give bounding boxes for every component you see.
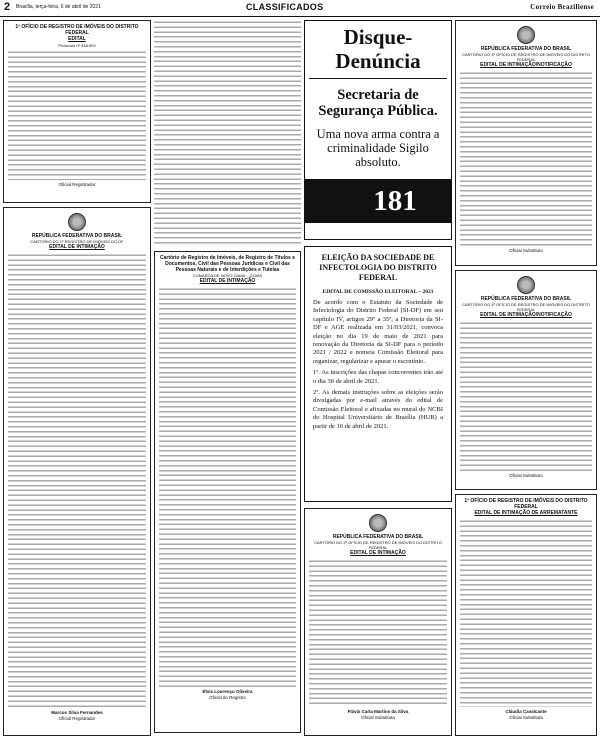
notice-body	[8, 253, 146, 708]
notice-signature: Flávia Carla Martins da Silva Oficial Substituta	[347, 709, 409, 720]
notice-subtitle: CARTÓRIO DO 4º OFÍCIO DE REGISTRO DE IMÓVEIS DO DISTRITO FEDERAL	[462, 302, 590, 312]
notice-title: REPÚBLICA FEDERATIVA DO BRASIL	[480, 46, 572, 52]
notice-2oficio	[304, 508, 452, 736]
notice-heading: EDITAL DE INTIMAÇÃO	[350, 550, 406, 556]
notice-heading: EDITAL DE INTIMAÇÃO/NOTIFICAÇÃO	[480, 62, 572, 68]
notice-subtitle: CARTÓRIO DO 4º OFÍCIO DE REGISTRO DE IMÓVEIS DO DISTRITO FEDERAL	[462, 52, 590, 62]
notice-subtitle: EDITAL	[68, 36, 86, 42]
ad-tagline: Uma nova arma contra a criminalidade Sigilo absoluto.	[316, 127, 440, 169]
notice-heading: EDITAL DE INTIMAÇÃO/NOTIFICAÇÃO	[480, 312, 572, 318]
column-2-upper-text	[154, 20, 301, 245]
notice-subtitle: COMARCA DE NOVO GAMA – GOIÁS	[192, 273, 263, 278]
section-title: CLASSIFICADOS	[246, 2, 324, 12]
election-notice	[304, 246, 452, 502]
notice-body	[159, 287, 296, 687]
notice-heading: EDITAL DE INTIMAÇÃO	[49, 244, 105, 250]
notice-subtitle: CARTÓRIO DO 2º OFÍCIO DE REGISTRO DE IMÓVEIS DO DISTRITO FEDERAL	[314, 540, 442, 550]
dateline: Brasília, terça-feira, 6 de abril de 2021	[16, 4, 101, 10]
notice-signature: Élvis Lourenço Oliveira Oficial do Registro	[202, 689, 253, 700]
notice-title: 1º OFÍCIO DE REGISTRO DE IMÓVEIS DO DISTRITO FEDERAL	[15, 24, 139, 36]
notice-body	[460, 321, 592, 471]
column-4	[455, 20, 597, 736]
newspaper-brand: Correio Braziliense	[530, 3, 594, 11]
notice-novo-gama	[154, 251, 301, 733]
notice-heading: EDITAL DE INTIMAÇÃO DE ARREMATANTE	[474, 510, 578, 516]
notice-body	[460, 519, 592, 707]
page-number: 2	[4, 1, 11, 13]
election-title: ELEIÇÃO DA SOCIEDADE DE INFECTOLOGIA DO DISTRITO FEDERAL	[319, 253, 437, 282]
election-subtitle: EDITAL DE COMISSÃO ELEITORAL – 2021	[322, 289, 434, 295]
notice-1oficio-arrematante	[455, 494, 597, 736]
notice-signature: Marcos Silva Fernandes Oficial Registrador	[51, 710, 103, 721]
notice-body	[309, 559, 447, 707]
page-header	[0, 0, 600, 17]
notice-ref: Protocolo nº 448.929	[58, 43, 96, 48]
election-paragraph-2: 1º. As inscrições das chapas concorrentes irão até o dia 30 de abril de 2021.	[313, 369, 443, 385]
coat-of-arms-icon	[68, 213, 86, 231]
notice-signature: Oficial Substituto	[509, 473, 543, 478]
notice-cartorio-1-registro	[3, 207, 151, 736]
notice-4oficio-b	[455, 270, 597, 490]
coat-of-arms-icon	[369, 514, 387, 532]
notice-body	[8, 50, 146, 180]
notice-title: REPÚBLICA FEDERATIVA DO BRASIL	[31, 233, 123, 239]
disque-denuncia-ad	[304, 20, 452, 240]
column-2	[154, 20, 301, 736]
election-paragraph-1: De acordo com o Estatuto da Sociedade de Infectologia do Distrito Federal (SI-DF) em seu capítulo IV, artigos 29º a 35º, a Diretoria da SI-DF e AGE realizada em 31/03/2021, convoca eleição no dia 19 de maio de 2021 para renovação da Diretoria da SI-DF para o período 2021 / 2022 e nomeia Comissão Eleitoral para organizar, regularizar e apurar o escrutínio.	[313, 299, 443, 365]
notice-heading: EDITAL DE INTIMAÇÃO	[199, 278, 256, 284]
column-1	[3, 20, 151, 736]
notice-title: REPÚBLICA FEDERATIVA DO BRASIL	[480, 296, 572, 302]
election-paragraph-3: 2º. As demais instruções sobre as eleições serão divulgadas por e-mail através do edital de Comissão Eleitoral e afixadas no mural do NCBI do Hospital Universitário de Brasília (HUB) a partir de 10 de abril de 2021.	[313, 389, 443, 430]
notice-title: REPÚBLICA FEDERATIVA DO BRASIL	[332, 534, 424, 540]
notice-subtitle: CARTÓRIO DO 1º REGISTRO DE IMÓVEIS DO DF	[30, 239, 124, 244]
notice-1oficio-edital	[3, 20, 151, 203]
notice-title: Cartório de Registro de Imóveis, de Registro de Títulos e Documentos, Civil das Pessoas Jurídicas e Civil das Pessoas Naturais e de Interdições e Tutelas	[159, 255, 296, 273]
notice-title: 1º OFÍCIO DE REGISTRO DE IMÓVEIS DO DISTRITO FEDERAL	[464, 498, 588, 510]
coat-of-arms-icon	[517, 26, 535, 44]
ad-headline: Disque-Denúncia	[309, 21, 447, 79]
notice-body	[460, 71, 592, 246]
column-3	[304, 20, 452, 736]
ad-subheadline: Secretaria de Segurança Pública.	[318, 87, 438, 119]
notice-signature: Oficial Registrador	[58, 182, 96, 187]
notice-4oficio-a	[455, 20, 597, 266]
coat-of-arms-icon	[517, 276, 535, 294]
notice-signature: Cláudia Cavalcante Oficial Substituta	[505, 709, 547, 720]
notice-signature: Oficial Substituto	[509, 248, 543, 253]
ad-phone-number: 181	[305, 179, 452, 223]
